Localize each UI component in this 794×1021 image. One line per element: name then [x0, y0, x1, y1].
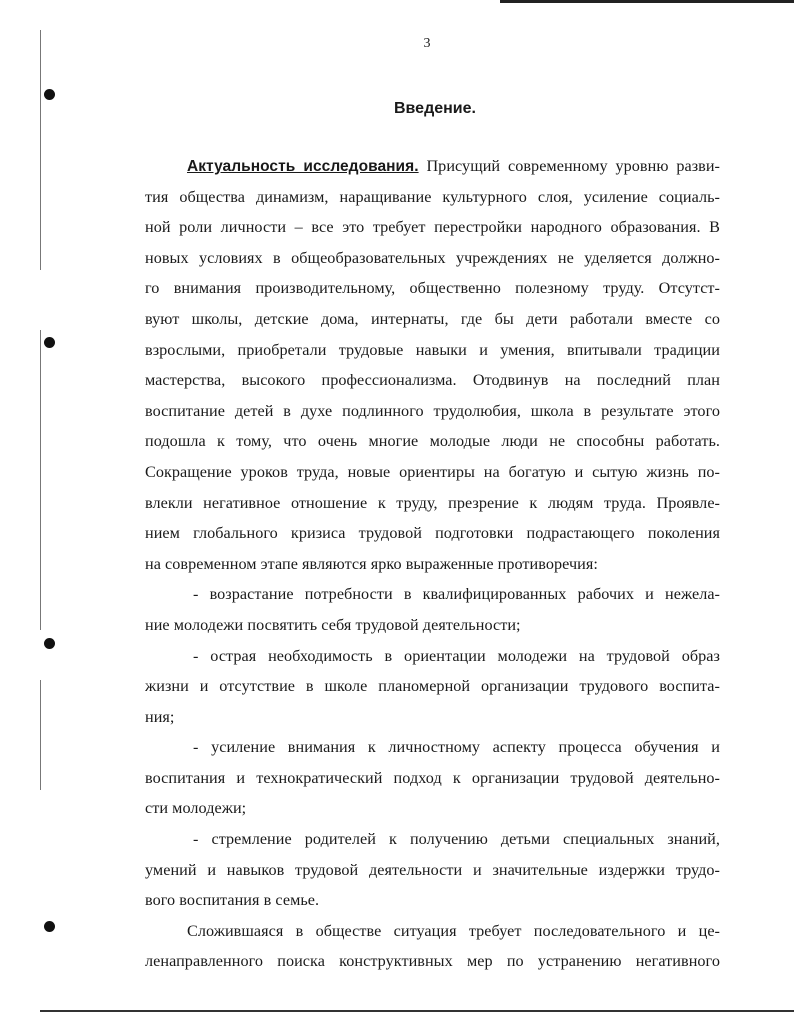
scan-top-rule [500, 0, 794, 3]
text-line: сти молодежи; [145, 799, 247, 818]
scan-margin-line [40, 680, 41, 790]
text-line: жизни и отсутствие в школе планомерной организации трудового воспита- [145, 677, 720, 696]
text-line: влекли негативное отношение к труду, презрение к людям труда. Проявле- [145, 493, 720, 512]
scan-margin-line [40, 30, 41, 270]
text-line: новых условиях в общеобразовательных учреждениях не уделяется должно- [145, 248, 720, 267]
list-item-line: - возрастание потребности в квалифицированных рабочих и нежела- [193, 585, 720, 604]
text-line: подошла к тому, что очень многие молодые люди не способны работать. [145, 432, 720, 451]
text-line: нием глобального кризиса трудовой подготовки подрастающего поколения [145, 524, 720, 543]
scan-bottom-rule [40, 1010, 794, 1012]
list-item-line: - острая необходимость в ориентации молодежи на трудовой образ [193, 646, 720, 665]
section-heading: Введение. [394, 100, 476, 117]
text-line: мастерства, высокого профессионализма. Отодвинув на последний план [145, 371, 720, 390]
binder-hole [44, 638, 55, 649]
text-line: ной роли личности – все это требует перестройки народного образования. В [145, 218, 720, 237]
text-line: Сложившаяся в обществе ситуация требует последовательного и це- [187, 921, 720, 940]
list-item-line: - стремление родителей к получению детьми специальных знаний, [193, 830, 720, 849]
text-line: вуют школы, детские дома, интернаты, где бы дети работали вместе со [145, 309, 720, 328]
text-line: ленаправленного поиска конструктивных мер по устранению негативного [145, 952, 720, 971]
text-line: Сокращение уроков труда, новые ориентиры на богатую и сытую жизнь по- [145, 462, 720, 481]
text-line: воспитание детей в духе подлинного трудолюбия, школа в результате этого [145, 401, 720, 420]
text-line: го внимания производительному, общественно полезному труду. Отсутст- [145, 279, 720, 298]
body-text [145, 151, 720, 977]
lead-phrase: Актуальность исследования. [187, 158, 419, 175]
binder-hole [44, 921, 55, 932]
page-number: 3 [423, 36, 431, 51]
text-line: тия общества динамизм, наращивание культурного слоя, усиление социаль- [145, 187, 720, 206]
text-line: умений и навыков трудовой деятельности и значительные издержки трудо- [145, 860, 720, 879]
text-line: вого воспитания в семье. [145, 891, 320, 910]
text-line: взрослыми, приобретали трудовые навыки и умения, впитывали традиции [145, 340, 720, 359]
binder-hole [44, 337, 55, 348]
binder-hole [44, 89, 55, 100]
scan-margin-line [40, 330, 41, 630]
text-line: воспитания и технократический подход к организации трудовой деятельно- [145, 768, 720, 787]
list-item-line: - усиление внимания к личностному аспекту процесса обучения и [193, 738, 720, 757]
text-line: ния; [145, 707, 175, 726]
text-line: на современном этапе являются ярко выраженные противоречия: [145, 554, 598, 573]
text-line: Актуальность исследования. Присущий современному уровню разви- [187, 157, 720, 175]
text-line: ние молодежи посвятить себя трудовой деятельности; [145, 615, 521, 634]
